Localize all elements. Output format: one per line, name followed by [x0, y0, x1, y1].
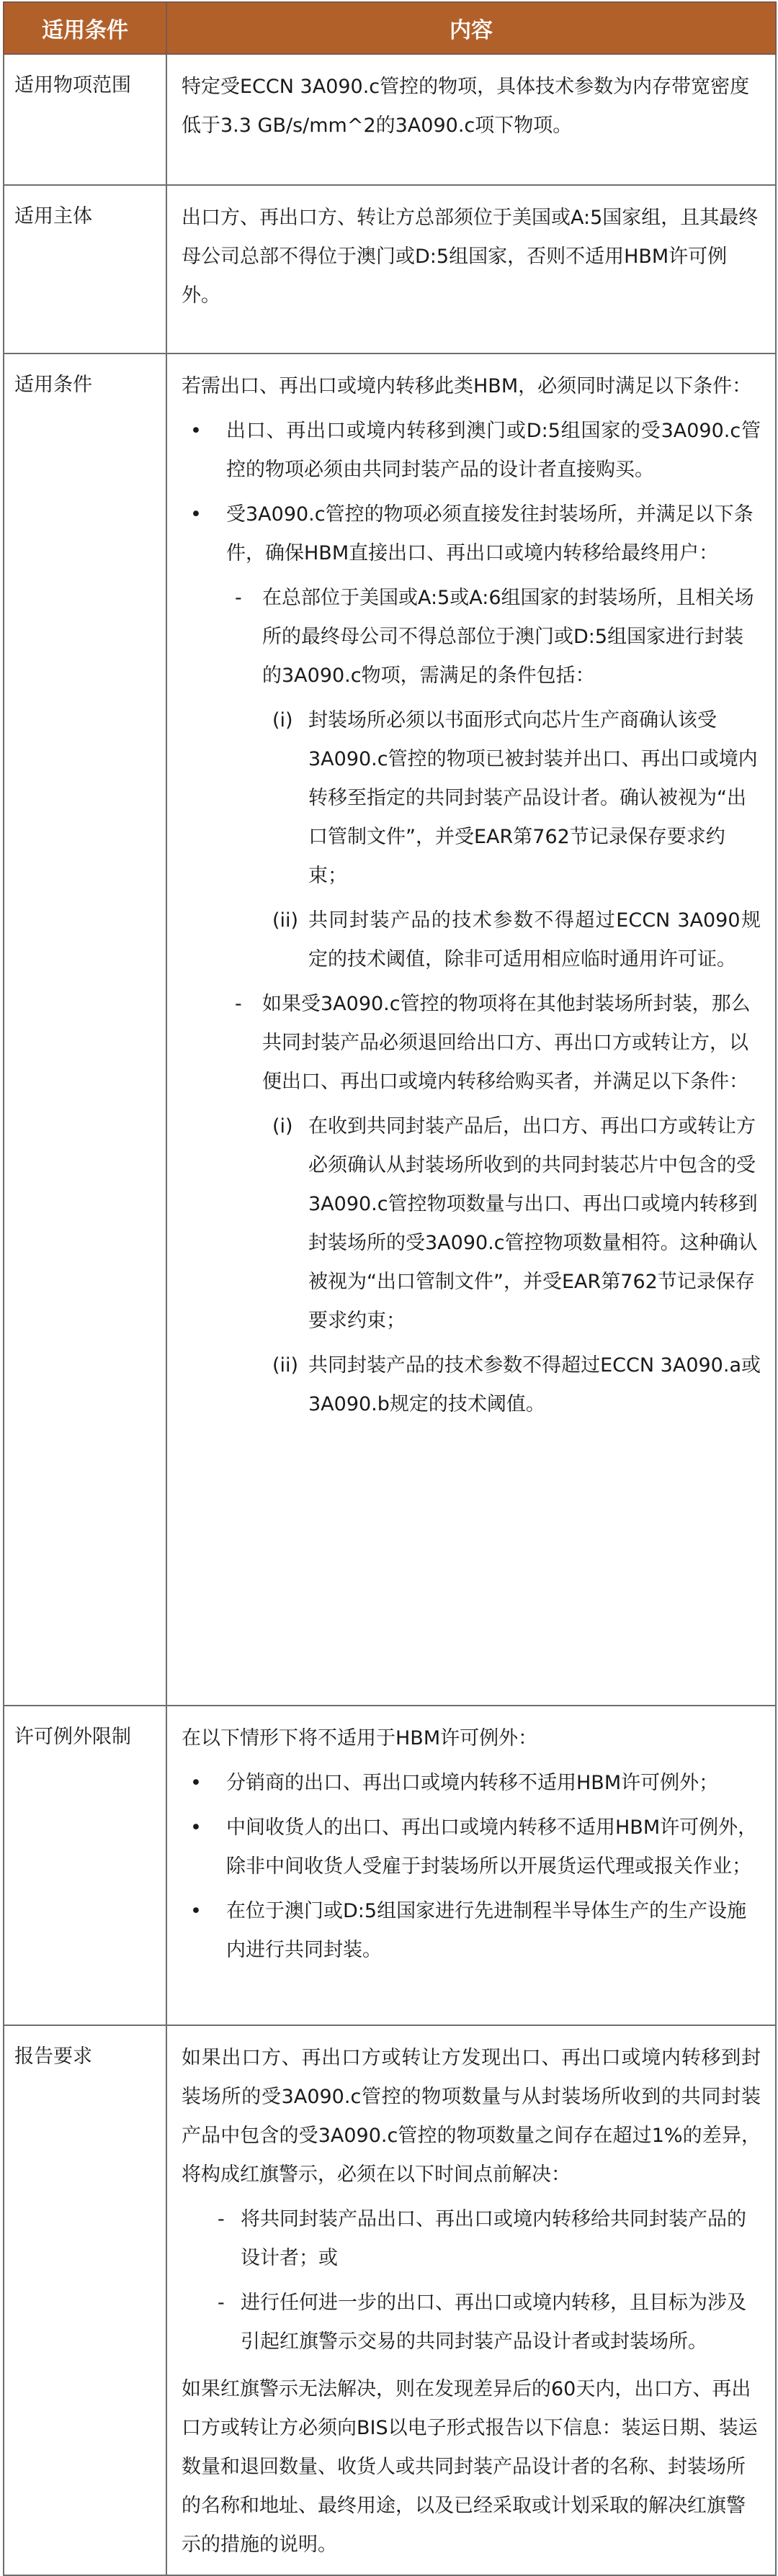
dash-marker: - [218, 2208, 225, 2230]
table-row [4, 1706, 776, 2025]
row-label-reporting: 报告要求 [4, 2025, 166, 2575]
roman-ii-marker: (ii) [272, 909, 299, 932]
dash-marker: - [235, 993, 242, 1015]
bullet-marker: • [190, 503, 202, 526]
list-item [182, 1107, 761, 1341]
roman-ii-marker: (ii) [272, 1354, 299, 1377]
list-item [182, 901, 761, 979]
limits-intro: 在以下情形下将不适用于HBM许可例外： [182, 1727, 538, 1749]
limits-bullet-1: 分销商的出口、再出口或境内转移不适用HBM许可例外； [226, 1772, 719, 1794]
list-item [182, 1764, 761, 1803]
reporting-closing: 如果红旗警示无法解决，则在发现差异后的60天内，出口方、再出口方或转让方必须向BIS以电子形式报告以下信息：装运日期、装运数量和退回数量、收货人或共同封装产品设计者的名称、封装场所的名称和地址、最终用途，以及已经采取或计划采取的解决红旗警示的措施的说明。 [182, 2378, 758, 2556]
header-conditions: 适用条件 [4, 2, 166, 54]
bullet-marker: • [190, 1816, 202, 1839]
dash-marker: - [218, 2292, 225, 2314]
row-content-conditions [166, 353, 776, 1706]
conditions-dash-2-ii: 共同封装产品的技术参数不得超过ECCN 3A090.a或3A090.b规定的技术阈值。 [308, 1354, 761, 1415]
row-label-subject: 适用主体 [4, 185, 166, 353]
row-label-conditions: 适用条件 [4, 353, 166, 1706]
conditions-bullet-1: 出口、再出口或境内转移到澳门或D:5组国家的受3A090.c管控的物项必须由共同封装产品的设计者直接购买。 [226, 420, 761, 481]
reporting-intro: 如果出口方、再出口方或转让方发现出口、再出口或境内转移到封装场所的受3A090.c管控的物项数量与从封装场所收到的共同封装产品中包含的受3A090.c管控的物项数量之间存在超过1%的差异，将构成红旗警示，必须在以下时间点前解决： [182, 2047, 761, 2186]
reporting-dash-1: 将共同封装产品出口、再出口或境内转移给共同封装产品的设计者；或 [241, 2208, 746, 2269]
list-item [182, 1346, 761, 1424]
row-label-scope: 适用物项范围 [4, 54, 166, 185]
conditions-dash-2-i: 在收到共同封装产品后，出口方、再出口方或转让方必须确认从封装场所收到的共同封装芯片中包含的受3A090.c管控物项数量与出口、再出口或境内转移到封装场所的受3A090.c管控物项数量相符。这种确认被视为“出口管制文件”，并受EAR第762节记录保存要求约束； [308, 1115, 758, 1332]
bullet-marker: • [190, 420, 202, 442]
list-item [182, 579, 761, 695]
conditions-bullet-2: 受3A090.c管控的物项必须直接发往封装场所，并满足以下条件，确保HBM直接出口、再出口或境内转移给最终用户： [226, 503, 754, 564]
list-item [182, 412, 761, 490]
scope-text: 特定受ECCN 3A090.c管控的物项，具体技术参数为内存带宽密度低于3.3 GB/s/mm^2的3A090.c项下物项。 [182, 76, 750, 137]
row-content-limits [166, 1706, 776, 2025]
conditions-intro: 若需出口、再出口或境内转移此类HBM，必须同时满足以下条件： [182, 375, 752, 397]
table-row [4, 54, 776, 185]
roman-i-marker: (i) [272, 1115, 293, 1138]
hbm-exception-table [3, 1, 777, 2576]
row-content-scope [166, 54, 776, 185]
limits-bullet-2: 中间收货人的出口、再出口或境内转移不适用HBM许可例外，除非中间收货人受雇于封装场所以开展货运代理或报关作业； [226, 1816, 758, 1878]
row-content-reporting [166, 2025, 776, 2575]
conditions-dash-1-i: 封装场所必须以书面形式向芯片生产商确认该受3A090.c管控的物项已被封装并出口、再出口或境内转移至指定的共同封装产品设计者。确认被视为“出口管制文件”，并受EAR第762节记录保存要求约束； [308, 709, 758, 887]
list-item [182, 985, 761, 1102]
roman-i-marker: (i) [272, 709, 293, 731]
table-row [4, 185, 776, 353]
list-item [182, 701, 761, 896]
list-item [182, 495, 761, 573]
list-item [182, 2200, 761, 2278]
table-row [4, 2025, 776, 2575]
conditions-dash-1-ii: 共同封装产品的技术参数不得超过ECCN 3A090规定的技术阈值，除非可适用相应临时通用许可证。 [308, 909, 761, 970]
list-item [182, 1892, 761, 1970]
conditions-dash-1: 在总部位于美国或A:5或A:6组国家的封装场所，且相关场所的最终母公司不得总部位于澳门或D:5组国家进行封装的3A090.c物项，需满足的条件包括： [262, 587, 754, 687]
list-item [182, 2284, 761, 2361]
dash-marker: - [235, 587, 242, 609]
row-label-limits: 许可例外限制 [4, 1706, 166, 2025]
bullet-marker: • [190, 1772, 202, 1794]
table-header-row [4, 2, 776, 54]
reporting-dash-2: 进行任何进一步的出口、再出口或境内转移，且目标为涉及引起红旗警示交易的共同封装产品设计者或封装场所。 [241, 2292, 746, 2353]
row-content-subject [166, 185, 776, 353]
list-item [182, 1809, 761, 1886]
limits-bullet-3: 在位于澳门或D:5组国家进行先进制程半导体生产的生产设施内进行共同封装。 [226, 1900, 747, 1961]
subject-text: 出口方、再出口方、转让方总部须位于美国或A:5国家组，且其最终母公司总部不得位于澳门或D:5组国家，否则不适用HBM许可例外。 [182, 207, 759, 307]
table-row [4, 353, 776, 1706]
header-content: 内容 [166, 2, 776, 54]
bullet-marker: • [190, 1900, 202, 1922]
conditions-dash-2: 如果受3A090.c管控的物项将在其他封装场所封装，那么共同封装产品必须退回给出口方、再出口方或转让方，以便出口、再出口或境内转移给购买者，并满足以下条件： [262, 993, 751, 1093]
